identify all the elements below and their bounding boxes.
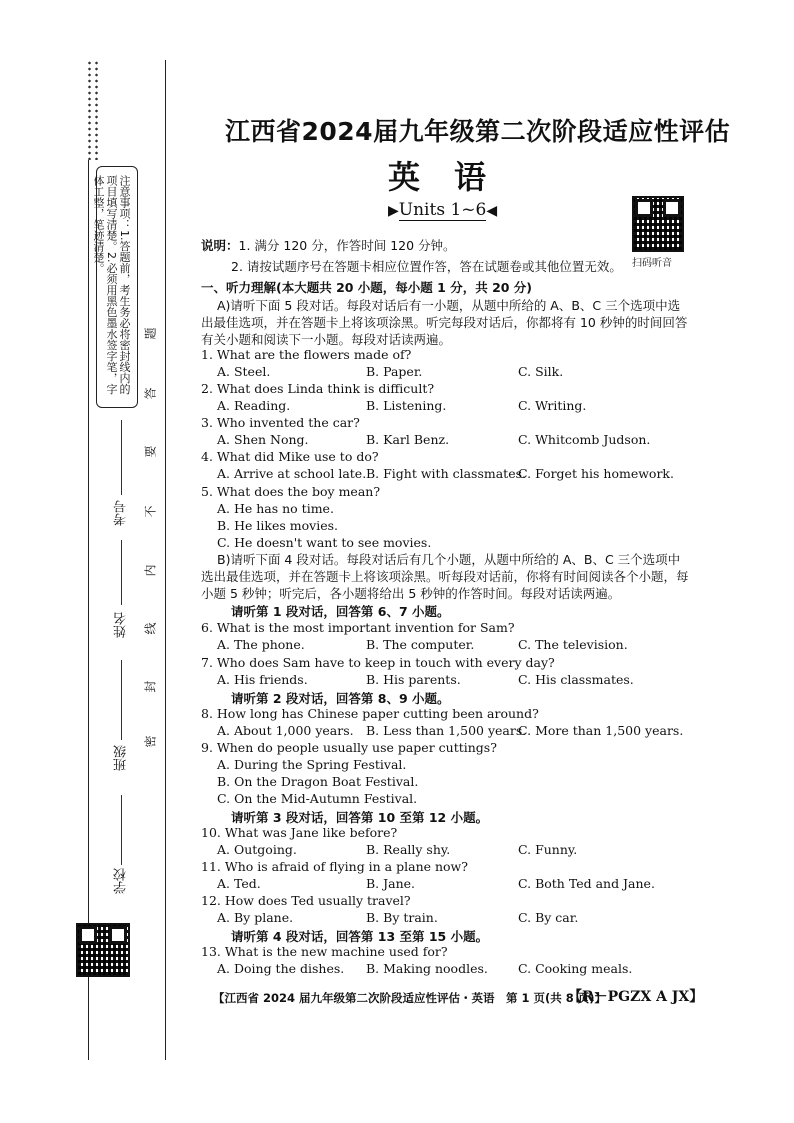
exam-title: 江西省2024届九年级第二次阶段适应性评估 <box>225 117 731 146</box>
dialog-note: 请听第 2 段对话，回答第 8、9 小题。 <box>231 691 450 706</box>
field-name-line[interactable] <box>121 540 122 605</box>
seal-char: 内 <box>143 564 158 577</box>
question-text: 5. What does the boy mean? <box>201 484 381 499</box>
option-c[interactable]: C. Whitcomb Judson. <box>518 432 651 447</box>
option-b[interactable]: B. Really shy. <box>366 842 451 857</box>
seal-char: 不 <box>143 505 158 518</box>
seal-char: 题 <box>143 327 158 340</box>
page-footer: 【江西省 2024 届九年级第二次阶段适应性评估・英语 第 1 页(共 8 页)】 <box>213 991 607 1005</box>
instructions-line2: 2. 请按试题序号在答题卡相应位置作答，答在试题卷或其他位置无效。 <box>231 259 622 274</box>
option-a[interactable]: A. Steel. <box>217 364 271 379</box>
seal-char: 密 <box>143 735 158 748</box>
dialog-note: 请听第 3 段对话，回答第 10 至第 12 小题。 <box>231 810 489 825</box>
exam-subject: 英语 <box>388 158 521 196</box>
units-label: Units 1~6 <box>398 200 487 220</box>
part-a-text: A)请听下面 5 段对话。每段对话后有一小题，从题中所给的 A、B、C 三个选项中选 <box>217 298 681 313</box>
section-heading: 一、听力理解(本大题共 20 小题，每小题 1 分，共 20 分) <box>201 280 533 295</box>
option-c[interactable]: C. The television. <box>518 637 628 652</box>
field-school-line[interactable] <box>121 795 122 865</box>
option-b[interactable]: B. Listening. <box>366 398 447 413</box>
option-c[interactable]: C. By car. <box>518 910 579 925</box>
option-c[interactable]: C. More than 1,500 years. <box>518 723 684 738</box>
option-b[interactable]: B. His parents. <box>366 672 461 687</box>
option-c[interactable]: C. On the Mid-Autumn Festival. <box>217 791 418 806</box>
field-school-label: 学校 <box>114 868 129 894</box>
field-class-line[interactable] <box>121 660 122 740</box>
instructions-line1 <box>201 236 456 254</box>
option-a[interactable]: A. He has no time. <box>217 501 334 516</box>
question-text: 11. Who is afraid of flying in a plane now? <box>201 859 468 874</box>
option-a[interactable]: A. Reading. <box>217 398 291 413</box>
question-text: 6. What is the most important invention for Sam? <box>201 620 515 635</box>
option-b[interactable]: B. On the Dragon Boat Festival. <box>217 774 419 789</box>
seal-char: 答 <box>143 387 158 400</box>
field-exam-number-label: 考号 <box>114 500 129 526</box>
question-text: 3. Who invented the car? <box>201 415 360 430</box>
option-c[interactable]: C. Silk. <box>518 364 564 379</box>
question-text: 10. What was Jane like before? <box>201 825 398 840</box>
instructions-text1: 1. 满分 120 分，作答时间 120 分钟。 <box>238 238 456 253</box>
margin-qr-code <box>76 923 130 977</box>
seal-char: 封 <box>143 680 158 693</box>
option-b[interactable]: B. Making noodles. <box>366 961 488 976</box>
option-b[interactable]: B. Less than 1,500 years. <box>366 723 527 738</box>
dialog-note: 请听第 1 段对话，回答第 6、7 小题。 <box>231 604 450 619</box>
seal-char: 线 <box>143 622 158 635</box>
option-a[interactable]: A. By plane. <box>217 910 294 925</box>
option-b[interactable]: B. By train. <box>366 910 438 925</box>
dialog-note: 请听第 4 段对话，回答第 13 至第 15 小题。 <box>231 929 489 944</box>
units-range <box>388 200 497 220</box>
option-b[interactable]: B. Fight with classmates. <box>366 466 526 481</box>
part-b-text: 小题 5 秒钟；听完后，各小题将给出 5 秒钟的作答时间。每段对话读两遍。 <box>201 586 621 601</box>
field-name-label: 姓名 <box>114 612 129 638</box>
option-b[interactable]: B. Karl Benz. <box>366 432 450 447</box>
option-a[interactable]: A. The phone. <box>217 637 305 652</box>
part-b-text: 选出最佳选项，并在答题卡上将该项涂黑。听每段对话前，你将有时间阅读各个小题，每 <box>201 569 689 584</box>
question-text: 4. What did Mike use to do? <box>201 449 379 464</box>
part-b-text: B)请听下面 4 段对话。每段对话后有几个小题，从题中所给的 A、B、C 三个选项中 <box>217 552 681 567</box>
part-a-text: 出最佳选项，并在答题卡上将该项涂黑。听完每段对话后，你都将有 10 秒钟的时间回答 <box>201 315 688 330</box>
triangle-right-icon: ▶ <box>388 203 399 219</box>
field-exam-number-line[interactable] <box>121 420 122 495</box>
question-text: 7. Who does Sam have to keep in touch with every day? <box>201 655 555 670</box>
question-text: 2. What does Linda think is difficult? <box>201 381 435 396</box>
instructions-prefix: 说明： <box>201 238 239 253</box>
option-a[interactable]: A. Ted. <box>217 876 261 891</box>
scan-listen-label: 扫码听音 <box>632 258 672 269</box>
question-text: 12. How does Ted usually travel? <box>201 893 411 908</box>
option-c[interactable]: C. Funny. <box>518 842 578 857</box>
margin-dot-pattern <box>86 60 100 160</box>
option-b[interactable]: B. He likes movies. <box>217 518 338 533</box>
question-text: 13. What is the new machine used for? <box>201 944 448 959</box>
option-c[interactable]: C. His classmates. <box>518 672 634 687</box>
option-c[interactable]: C. Both Ted and Jane. <box>518 876 655 891</box>
option-a[interactable]: A. Outgoing. <box>217 842 297 857</box>
option-c[interactable]: C. He doesn't want to see movies. <box>217 535 432 550</box>
notice-box <box>92 166 138 408</box>
option-c[interactable]: C. Cooking meals. <box>518 961 633 976</box>
option-a[interactable]: A. Arrive at school late. <box>217 466 367 481</box>
triangle-left-icon: ◀ <box>486 203 498 219</box>
option-b[interactable]: B. Jane. <box>366 876 416 891</box>
seal-char: 要 <box>143 445 158 458</box>
part-a-text: 有关小题和阅读下一小题。每段对话读两遍。 <box>201 332 452 347</box>
question-text: 8. How long has Chinese paper cutting been around? <box>201 706 539 721</box>
option-a[interactable]: A. Shen Nong. <box>217 432 309 447</box>
option-a[interactable]: A. His friends. <box>217 672 308 687</box>
option-a[interactable]: A. Doing the dishes. <box>217 961 345 976</box>
option-b[interactable]: B. Paper. <box>366 364 423 379</box>
question-text: 1. What are the flowers made of? <box>201 347 412 362</box>
option-a[interactable]: A. About 1,000 years. <box>217 723 354 738</box>
option-c[interactable]: C. Forget his homework. <box>518 466 674 481</box>
listening-qr-code[interactable] <box>632 196 684 252</box>
field-class-label: 班级 <box>114 745 129 771</box>
binding-line-inner <box>165 60 166 1060</box>
exam-code: 【R－PGZX A JX】 <box>568 989 704 1005</box>
option-b[interactable]: B. The computer. <box>366 637 475 652</box>
question-text: 9. When do people usually use paper cuttings? <box>201 740 497 755</box>
notice-text: 注意事项：1.答题前，考生务必将密封线内的项目填写清楚。2.必须用黑色墨水签字笔，字体工整，笔迹清楚。 <box>92 175 131 395</box>
option-a[interactable]: A. During the Spring Festival. <box>217 757 407 772</box>
option-c[interactable]: C. Writing. <box>518 398 587 413</box>
